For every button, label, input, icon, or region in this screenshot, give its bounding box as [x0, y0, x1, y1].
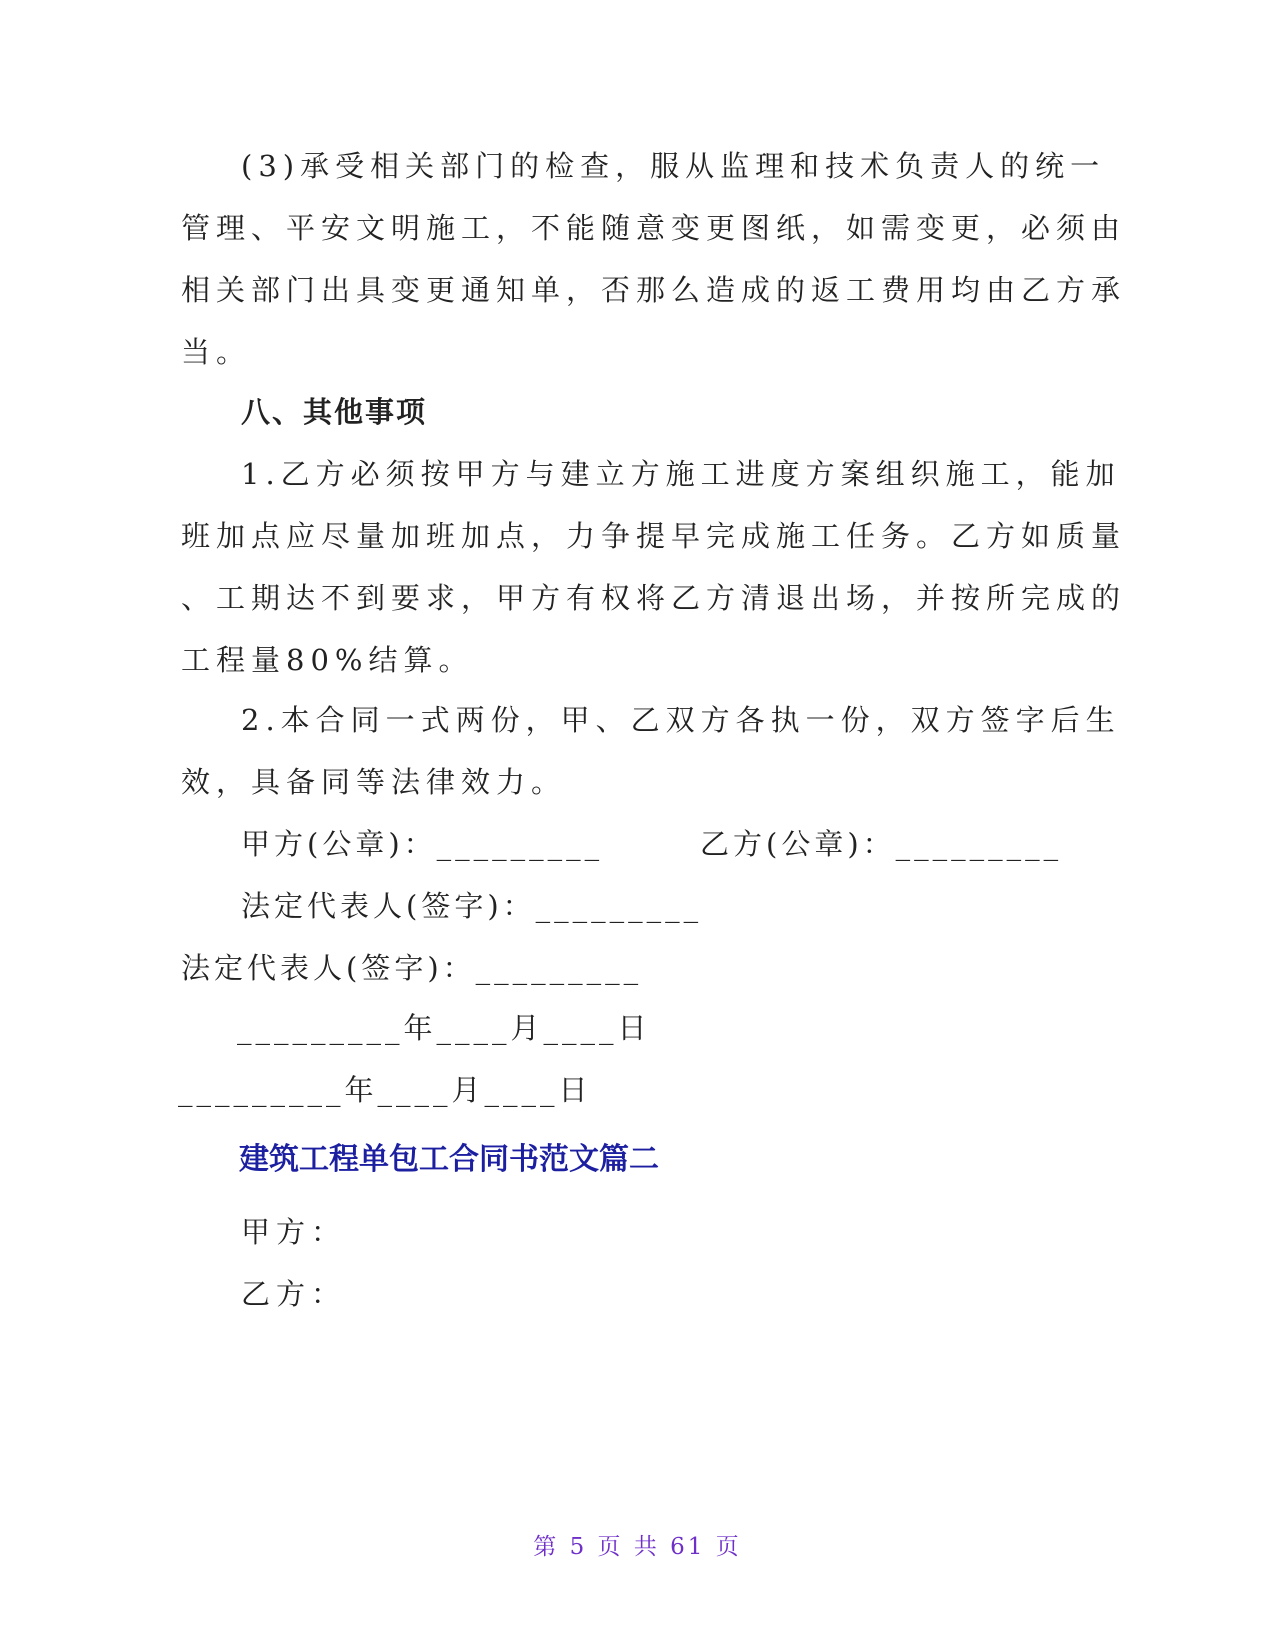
party-b-representative-line: 法定代表人(签字)：_________	[181, 951, 643, 985]
paragraph-line: 班加点应尽量加班加点，力争提早完成施工任务。乙方如质量	[181, 519, 1127, 553]
paragraph-line: 当。	[181, 335, 252, 369]
party-b-date-line: _________年____月____日	[178, 1073, 592, 1107]
paragraph-line: 管理、平安文明施工，不能随意变更图纸，如需变更，必须由	[181, 211, 1127, 245]
paragraph-line: 、工期达不到要求，甲方有权将乙方清退出场，并按所完成的	[181, 581, 1127, 615]
party-b-seal-line: 乙方(公章)：_________	[700, 827, 1063, 861]
paragraph-line: 1.乙方必须按甲方与建立方施工进度方案组织施工，能加	[241, 457, 1121, 491]
section-heading: 八、其他事项	[241, 395, 428, 429]
party-a-seal-line: 甲方(公章)：_________	[241, 827, 604, 861]
party-a-label: 甲方：	[241, 1215, 347, 1249]
party-a-date-line: _________年____月____日	[237, 1011, 651, 1045]
party-a-representative-line: 法定代表人(签字)：_________	[241, 889, 703, 923]
paragraph-line: 效，具备同等法律效力。	[181, 765, 567, 799]
paragraph-line: (3)承受相关部门的检查，服从监理和技术负责人的统一	[241, 149, 1106, 183]
section-title: 建筑工程单包工合同书范文篇二	[239, 1142, 659, 1177]
party-b-label: 乙方：	[241, 1277, 347, 1311]
page-number-footer: 第 5 页 共 61 页	[533, 1534, 742, 1560]
paragraph-line: 相关部门出具变更通知单，否那么造成的返工费用均由乙方承	[181, 273, 1127, 307]
paragraph-line: 2.本合同一式两份，甲、乙双方各执一份，双方签字后生	[241, 703, 1121, 737]
paragraph-line: 工程量80%结算。	[181, 643, 474, 677]
